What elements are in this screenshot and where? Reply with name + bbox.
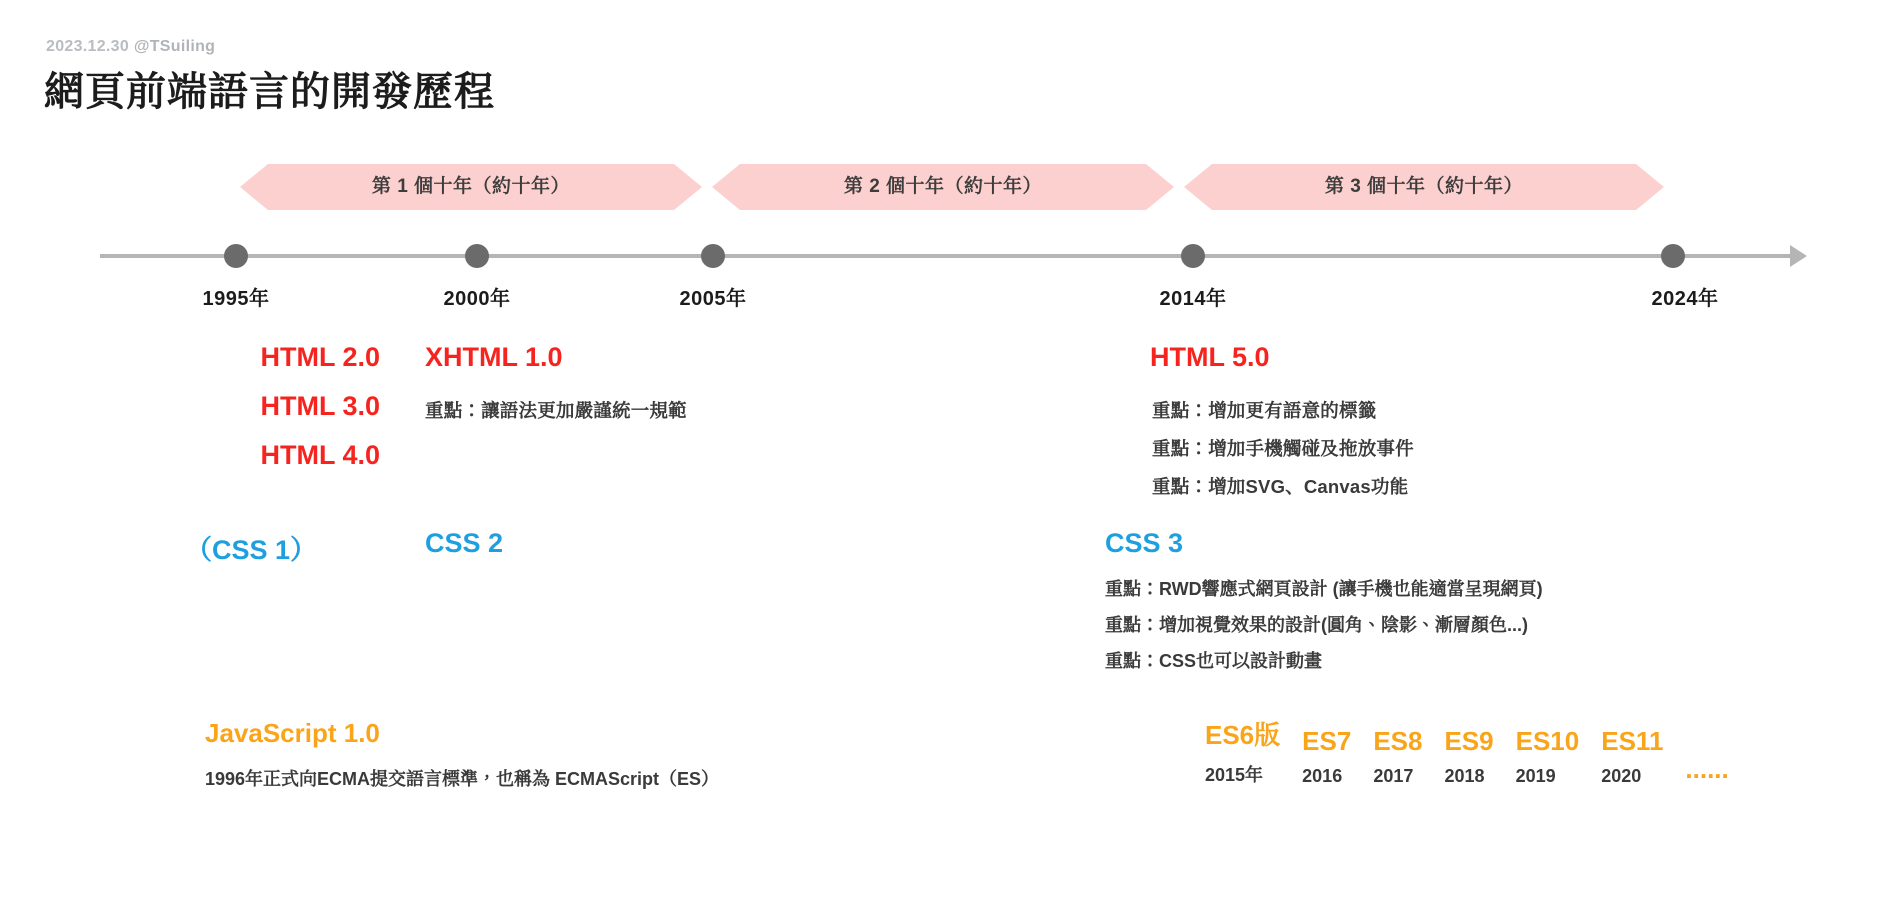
milestone-year-2024: 2024年	[1651, 288, 1719, 310]
css2-title: CSS 2	[425, 528, 504, 558]
decade-band-3	[1184, 164, 1664, 210]
es-more-label: ......	[1685, 754, 1729, 784]
html5-note-1: 重點：增加更有語意的標籤	[1152, 400, 1377, 421]
es-name-6: ES6版	[1205, 720, 1281, 750]
html-version-3: HTML 3.0	[260, 391, 380, 421]
timeline-arrow-icon	[1790, 245, 1807, 267]
milestone-dot-2014	[1181, 244, 1205, 268]
css1-title: （CSS 1）	[185, 535, 318, 565]
es-name-10: ES10	[1515, 726, 1580, 756]
es-name-8: ES8	[1373, 726, 1423, 756]
es-item-10	[1516, 726, 1580, 787]
es-item-6	[1205, 715, 1280, 787]
xhtml-version-title: XHTML 1.0	[425, 342, 563, 372]
javascript-group	[205, 718, 719, 797]
milestone-year-2014: 2014年	[1159, 288, 1227, 310]
css2-group	[425, 528, 503, 559]
css3-note-1: 重點：RWD響應式網頁設計 (讓手機也能適當呈現網頁)	[1105, 579, 1543, 599]
milestone-year-1995: 1995年	[202, 288, 270, 310]
es-name-11: ES11	[1601, 726, 1664, 756]
decade-band-2	[712, 164, 1174, 210]
milestone-dot-2024	[1661, 244, 1685, 268]
date-label: 2023.12.30	[46, 38, 130, 55]
es-item-8	[1373, 726, 1422, 787]
milestone-dot-1995	[224, 244, 248, 268]
html5-note-3: 重點：增加SVG、Canvas功能	[1152, 476, 1409, 497]
css3-note-2: 重點：增加視覺效果的設計(圓角、陰影、漸層顏色...)	[1105, 615, 1528, 635]
page-title: 網頁前端語言的開發歷程	[44, 70, 495, 114]
es-year-10: 2019	[1515, 766, 1556, 786]
javascript-title: JavaScript 1.0	[205, 718, 380, 748]
css3-group	[1105, 528, 1543, 679]
html5-2014-group	[1150, 333, 1414, 506]
decade-band-2-label: 第 2 個十年（約十年）	[843, 176, 1043, 197]
es-item-9	[1444, 726, 1493, 787]
es-name-9: ES9	[1444, 726, 1494, 756]
milestone-dot-2000	[465, 244, 489, 268]
javascript-note-1: 1996年正式向ECMA提交語言標準，也稱為 ECMAScript（ES）	[205, 769, 720, 789]
html5-note-2: 重點：增加手機觸碰及拖放事件	[1152, 438, 1414, 459]
es-name-7: ES7	[1302, 726, 1352, 756]
html-1995-group	[20, 333, 380, 480]
css1-group	[185, 528, 317, 567]
milestone-year-2005: 2005年	[679, 288, 747, 310]
milestone-dot-2005	[701, 244, 725, 268]
html-version-4: HTML 4.0	[260, 440, 380, 470]
html-version-2: HTML 2.0	[260, 342, 380, 372]
meta-line	[46, 38, 215, 56]
decade-band-1-label: 第 1 個十年（約十年）	[371, 176, 571, 197]
es-year-11: 2020	[1601, 766, 1642, 786]
decade-band-3-label: 第 3 個十年（約十年）	[1324, 176, 1524, 197]
css3-note-3: 重點：CSS也可以設計動畫	[1105, 651, 1323, 671]
decade-band-1	[240, 164, 702, 210]
es-year-8: 2017	[1373, 766, 1414, 786]
es-item-11	[1601, 726, 1663, 787]
html5-version-title: HTML 5.0	[1150, 342, 1270, 372]
milestone-year-2000: 2000年	[443, 288, 511, 310]
es-item-7	[1302, 726, 1351, 787]
es-year-6: 2015年	[1205, 765, 1264, 785]
es-year-7: 2016	[1302, 766, 1343, 786]
xhtml-note-1: 重點：讓語法更加嚴謹統一規範	[425, 400, 687, 421]
es-year-9: 2018	[1444, 766, 1485, 786]
es-versions-row	[1205, 715, 1729, 787]
author-handle: @TSuiling	[133, 38, 216, 55]
xhtml-2000-group	[425, 333, 687, 430]
css3-title: CSS 3	[1105, 528, 1184, 558]
timeline-axis	[100, 254, 1800, 258]
